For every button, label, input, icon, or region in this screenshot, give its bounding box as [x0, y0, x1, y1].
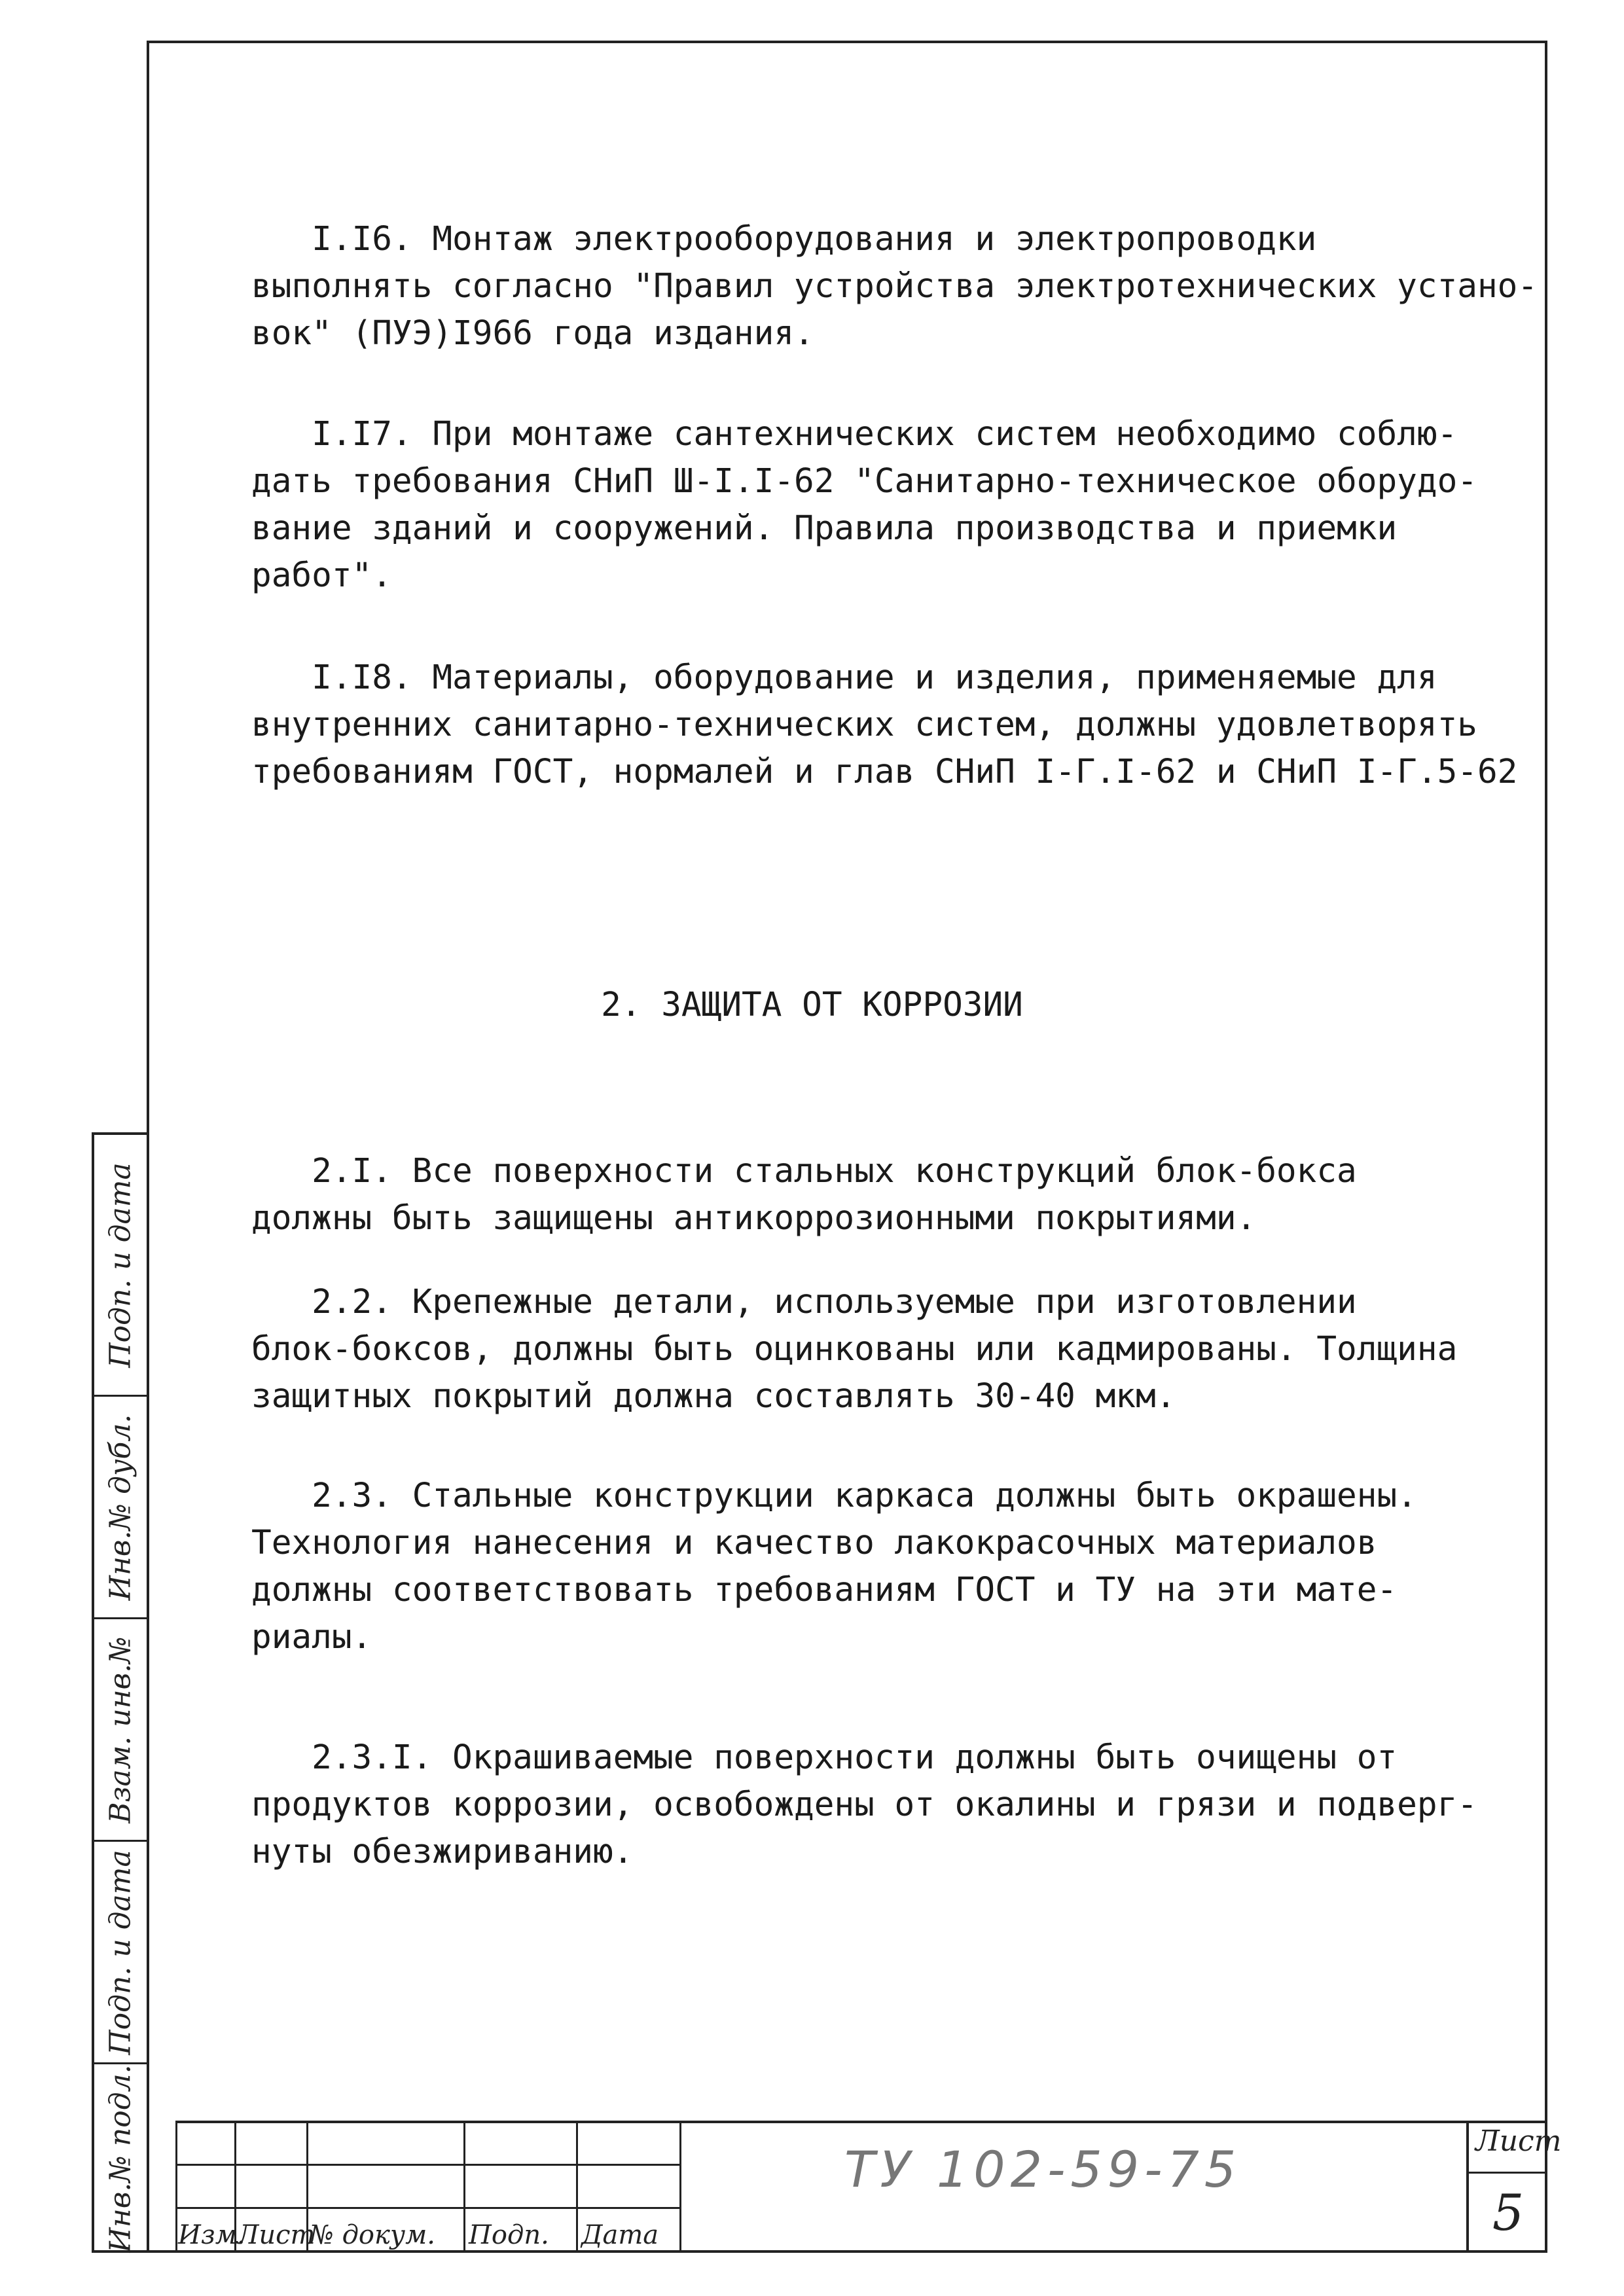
- paragraph-2-3-1: 2.3.I. Окрашиваемые поверхности должны быть очищены от продуктов коррозии, освобождены от окалины и грязи и подверг- нуты обезжириванию.: [251, 1738, 1477, 1871]
- paragraph-1-16: I.I6. Монтаж электрооборудования и электропроводки выполнять согласно "Правил устройства электротехнических устано- вок" (ПУЭ)I966 года издания.: [251, 220, 1538, 353]
- side-label: Подп. и дата: [103, 1162, 137, 1368]
- binding-strip: [92, 1132, 147, 2253]
- section-heading: 2. ЗАЩИТА ОТ КОРРОЗИИ: [601, 986, 1023, 1024]
- paragraph-1-18: I.I8. Материалы, оборудование и изделия, применяемые для внутренних санитарно-технических систем, должны удовлетворять требованиям ГОСТ, нормалей и глав СНиП I-Г.I-62 и СНиП I-Г.5-62: [251, 658, 1518, 791]
- sheet-box: [1466, 2121, 1562, 2253]
- side-label: Инв.№ подл.: [103, 2064, 137, 2253]
- side-cell-replace-inv: [94, 1619, 147, 1842]
- paragraph-1-17: I.I7. При монтаже сантехнических систем необходимо соблю- дать требования СНиП Ш-I.I-62 "Санитарно-техническое оборудо- вание зданий и сооружений. Правила производства и приемки работ".: [251, 415, 1477, 595]
- side-cell-dup-inv: [94, 1397, 147, 1619]
- paragraph-2-3: 2.3. Стальные конструкции каркаса должны быть окрашены. Технология нанесения и качество лакокрасочных материалов должны соответствовать требованиям ГОСТ и ТУ на эти мате- риалы.: [251, 1477, 1417, 1657]
- sheet-number: 5: [1492, 2183, 1525, 2242]
- document-code: ТУ 102-59-75: [844, 2140, 1242, 2198]
- side-cell-sign-date-1: [94, 1135, 147, 1397]
- side-cell-orig-inv: [94, 2064, 147, 2253]
- col-change: Изм.: [178, 2220, 245, 2250]
- revision-grid: [175, 2123, 679, 2253]
- paragraph-2-2: 2.2. Крепежные детали, используемые при изготовлении блок-боксов, должны быть оцинкованы или кадмированы. Толщина защитных покрытий должна составлять 30-40 мкм.: [251, 1283, 1458, 1416]
- col-sheet: Лист: [237, 2220, 316, 2250]
- col-signature: Подп.: [469, 2220, 549, 2250]
- side-cell-sign-date-2: [94, 1842, 147, 2064]
- sheet-label: Лист: [1475, 2125, 1562, 2158]
- side-label: Инв.№ дубл.: [103, 1414, 137, 1600]
- col-date: Дата: [581, 2220, 659, 2250]
- col-doc-number: № докум.: [309, 2220, 435, 2250]
- paragraph-2-1: 2.I. Все поверхности стальных конструкций блок-бокса должны быть защищены антикоррозионными покрытиями.: [251, 1152, 1357, 1238]
- drawing-frame: [147, 41, 1547, 2253]
- side-label: Взам. инв.№: [103, 1636, 137, 1823]
- side-label: Подп. и дата: [103, 1849, 137, 2055]
